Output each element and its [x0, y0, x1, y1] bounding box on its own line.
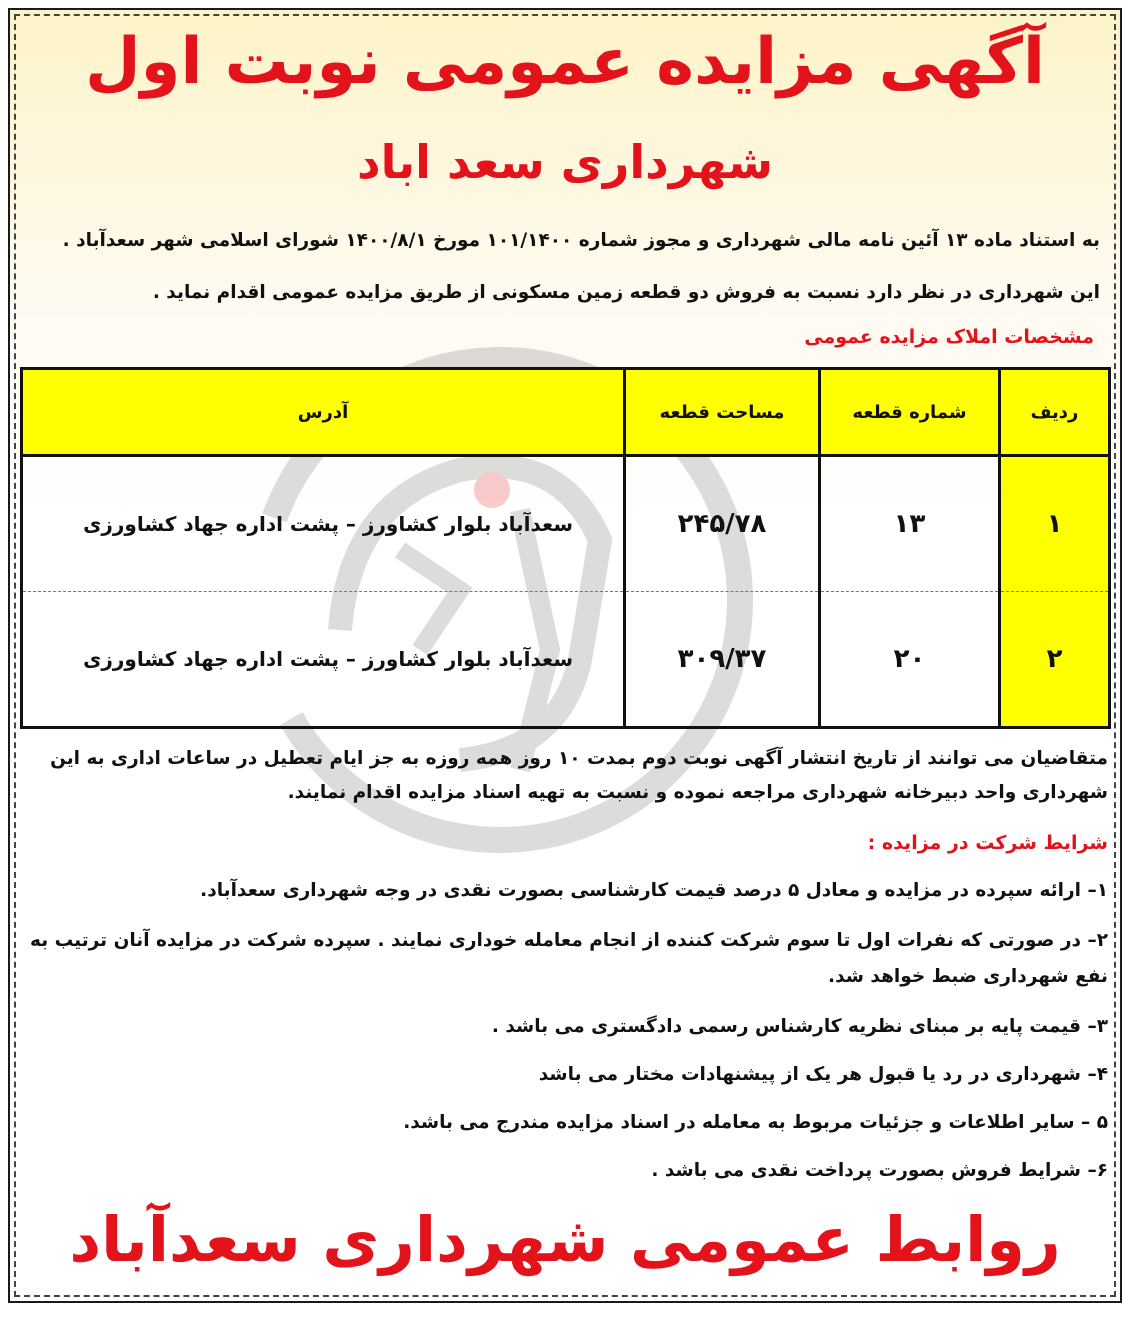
notice-title: آگهی مزایده عمومی نوبت اول [85, 25, 1045, 99]
parcel-area-cell: ۳۰۹/۳۷ [625, 592, 820, 728]
row-number-cell: ۱ [1000, 456, 1110, 592]
col-address: آدرس [22, 369, 625, 456]
col-row-number: ردیف [1000, 369, 1110, 456]
condition-6: ۶– شرایط فروش بصورت پرداخت نقدی می باشد . [651, 1160, 1108, 1181]
parcel-number-cell: ۲۰ [820, 592, 1000, 728]
col-parcel-number: شماره قطعه [820, 369, 1000, 456]
condition-4: ۴– شهرداری در رد یا قبول هر یک از پیشنهادات مختار می باشد [538, 1064, 1108, 1085]
address-cell: سعدآباد بلوار کشاورز – پشت اداره جهاد کشاورزی [22, 456, 625, 592]
condition-2-line-1: ۲– در صورتی که نفرات اول تا سوم شرکت کننده از انجام معامله خوداری نمایند . سپرده شرکت در مزایده آنان ترتیب به [29, 930, 1108, 951]
conditions-heading: شرایط شرکت در مزایده : [867, 832, 1108, 854]
condition-3: ۳– قیمت پایه بر مبنای نظریه کارشناس رسمی دادگستری می باشد . [491, 1016, 1108, 1037]
intro-line-2: این شهرداری در نظر دارد نسبت به فروش دو قطعه زمین مسکونی از طریق مزایده عمومی اقدام نماید . [152, 282, 1100, 303]
col-parcel-area: مساحت قطعه [625, 369, 820, 456]
parcel-area-cell: ۲۴۵/۷۸ [625, 456, 820, 592]
properties-table [20, 367, 1111, 729]
parcel-number-cell: ۱۳ [820, 456, 1000, 592]
applicants-line-2: شهرداری واحد دبیرخانه شهرداری مراجعه نموده و نسبت به تهیه اسناد مزایده اقدام نمایند. [287, 782, 1108, 803]
table-row [22, 456, 1110, 592]
condition-5: ۵ – سایر اطلاعات و جزئیات مربوط به معامله در اسناد مزایده مندرج می باشد. [403, 1112, 1108, 1133]
condition-1: ۱– ارائه سپرده در مزایده و معادل ۵ درصد قیمت کارشناسی بصورت نقدی در وجه شهرداری سعدآباد. [200, 880, 1108, 901]
table-header-row [22, 369, 1110, 456]
intro-line-1: به استناد ماده ۱۳ آئین نامه مالی شهرداری و مجوز شماره ۱۰۱/۱۴۰۰ مورخ ۱۴۰۰/۸/۱ شورای اسلامی شهر سعدآباد . [62, 230, 1100, 251]
row-number-cell: ۲ [1000, 592, 1110, 728]
condition-2-line-2: نفع شهرداری ضبط خواهد شد. [828, 966, 1108, 987]
properties-heading: مشخصات املاک مزایده عمومی [804, 326, 1094, 348]
municipality-name: شهرداری سعد اباد [357, 135, 773, 189]
footer-signature: روابط عمومی شهرداری سعدآباد [69, 1203, 1061, 1276]
address-cell: سعدآباد بلوار کشاورز – پشت اداره جهاد کشاورزی [22, 592, 625, 728]
applicants-line-1: متقاضیان می توانند از تاریخ انتشار آگهی نوبت دوم بمدت ۱۰ روز همه روزه به جز ایام تعطیل در ساعات اداری به این [50, 748, 1108, 769]
table-row [22, 592, 1110, 728]
